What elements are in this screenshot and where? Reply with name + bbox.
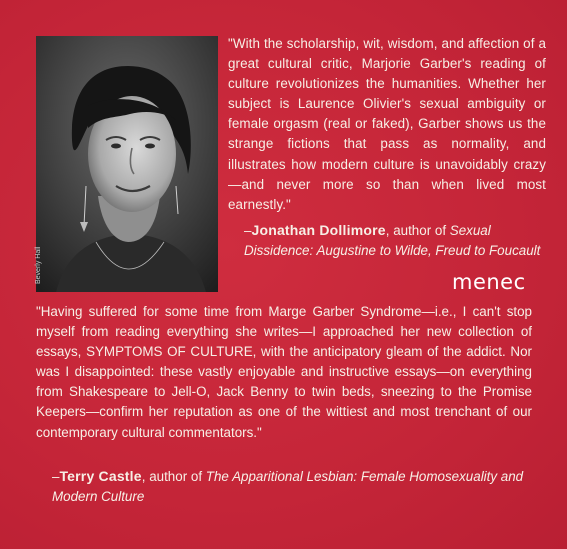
blurb-dollimore: "With the scholarship, wit, wisdom, and affection of a great cultural critic, Marjorie Garber's reading of culture revolutionizes the humanities. Whether her subject is Laurence Olivier's sexual ambiguity or female orgasm (real or faked), Garber shows us the strange fictions that pass as normality, and illustrates how modern culture is unavoidably crazy—and never more so than when lived most earnestly." bbox=[228, 36, 546, 212]
blurb-castle: "Having suffered for some time from Marge Garber Syndrome—i.e., I can't stop myself from reading everything she writes—I approached her new collection of essays, SYMPTOMS OF CULTURE, with the anticipatory gleam of the addict. Nor was I disappointed: these vastly enjoyable and instructive essays—on everything from Shakespeare to Jell-O, Jack Benny to twin beds, sneezing to the Promise Keepers—confirm her reputation as one of the wittiest and most trenchant of our contemporary cultural commentators." bbox=[36, 304, 532, 440]
author-suffix: , author of bbox=[141, 469, 206, 484]
attribution-castle bbox=[52, 466, 532, 507]
author-photo bbox=[36, 36, 218, 292]
attribution-dash: – bbox=[52, 469, 60, 484]
work-title: The Apparitional Lesbian: Female Homosexuality and Modern Culture bbox=[52, 469, 524, 505]
portrait-illustration bbox=[36, 36, 218, 292]
work-title: Sexual Dissidence: Augustine to Wilde, Freud to Foucault bbox=[244, 223, 541, 259]
photo-credit: Beverly Hall bbox=[35, 246, 42, 284]
attribution-dollimore bbox=[244, 220, 554, 261]
author-name: Terry Castle bbox=[59, 468, 142, 484]
author-name: Jonathan Dollimore bbox=[251, 222, 386, 238]
author-suffix: , author of bbox=[385, 223, 450, 238]
attribution-dash: – bbox=[244, 223, 252, 238]
publisher-logo: menec bbox=[452, 270, 526, 294]
